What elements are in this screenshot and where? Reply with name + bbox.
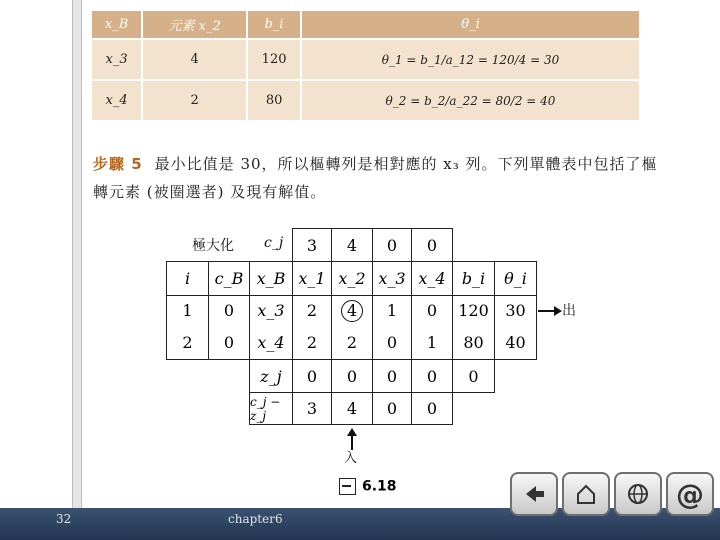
table-cell: 120 xyxy=(452,295,495,325)
globe-icon[interactable] xyxy=(614,472,662,516)
col-header: x_B xyxy=(249,261,293,296)
out-label: 出 xyxy=(562,303,576,319)
chapter-label: chapter6 xyxy=(228,512,283,526)
col-header: x_4 xyxy=(411,261,453,296)
cz-value: 3 xyxy=(292,392,332,425)
zj-value: 0 xyxy=(372,359,412,393)
cj-value: 4 xyxy=(331,228,373,262)
table-cell: 0 xyxy=(208,295,250,325)
col-header: x_2 xyxy=(331,261,373,296)
in-label: 入 xyxy=(344,451,358,466)
table-cell: 0 xyxy=(411,295,453,325)
cz-value: 0 xyxy=(411,392,453,425)
ratio-formula: θ_1 = b_1/a_12 = 120/4 = 30 xyxy=(301,39,640,80)
col-header: c_B xyxy=(208,261,250,296)
table-cell: 2 xyxy=(331,325,373,360)
col-header: x_1 xyxy=(292,261,332,296)
table-cell: 0 xyxy=(372,325,412,360)
step-paragraph xyxy=(93,150,673,206)
header-theta: θ_i xyxy=(301,10,640,39)
table-cell: 40 xyxy=(494,325,537,360)
col-header: i xyxy=(166,261,209,296)
email-icon[interactable]: @ xyxy=(666,472,714,516)
table-row xyxy=(91,39,640,80)
pivot-cell xyxy=(331,295,373,325)
left-margin-bar xyxy=(72,0,82,510)
ratio-table xyxy=(90,9,641,122)
figure-icon xyxy=(339,478,356,495)
zj-value: 0 xyxy=(411,359,453,393)
table-row xyxy=(91,80,640,121)
home-icon[interactable] xyxy=(562,472,610,516)
ratio-cell: x_3 xyxy=(91,39,142,80)
maximize-label: 極大化 xyxy=(192,238,234,254)
header-element: 元素 x_2 xyxy=(142,10,247,39)
ratio-cell: 4 xyxy=(142,39,247,80)
col-header: x_3 xyxy=(372,261,412,296)
figure-caption xyxy=(339,478,397,495)
cz-value: 0 xyxy=(372,392,412,425)
table-cell: 1 xyxy=(166,295,209,325)
ratio-formula: θ_2 = b_2/a_22 = 80/2 = 40 xyxy=(301,80,640,121)
cj-value: 0 xyxy=(372,228,412,262)
ratio-cell: x_4 xyxy=(91,80,142,121)
table-cell: x_4 xyxy=(249,325,293,360)
col-header: θ_i xyxy=(494,261,537,296)
col-header: b_i xyxy=(452,261,495,296)
table-cell: 1 xyxy=(411,325,453,360)
zj-value: 0 xyxy=(292,359,332,393)
figure-number: 6.18 xyxy=(362,478,397,495)
step-label: 步驟 5 xyxy=(93,155,143,173)
table-cell: 2 xyxy=(292,325,332,360)
nav-icons xyxy=(510,476,714,516)
zj-value: 0 xyxy=(452,359,495,393)
table-cell: x_3 xyxy=(249,295,293,325)
header-xb: x_B xyxy=(91,10,142,39)
back-icon[interactable] xyxy=(510,472,558,516)
ratio-cell: 80 xyxy=(247,80,301,121)
zj-value: 0 xyxy=(331,359,373,393)
slide-number: 32 xyxy=(56,512,72,526)
table-cell: 1 xyxy=(372,295,412,325)
pivot-element: 4 xyxy=(341,300,363,322)
ratio-cell: 120 xyxy=(247,39,301,80)
ratio-cell: 2 xyxy=(142,80,247,121)
cz-value: 4 xyxy=(331,392,373,425)
step-text: 最小比值是 30，所以樞轉列是相對應的 x₃ 列。下列單體表中包括了樞轉元素 (被圈選者) 及現有解值。 xyxy=(93,155,658,201)
cj-label: c_j xyxy=(264,235,284,251)
cz-label: c_j − z_j xyxy=(249,392,293,425)
cj-value: 0 xyxy=(411,228,453,262)
table-cell: 80 xyxy=(452,325,495,360)
ratio-header-row xyxy=(91,10,640,39)
cj-value: 3 xyxy=(292,228,332,262)
leaving-arrow-icon xyxy=(538,310,560,312)
table-cell: 2 xyxy=(292,295,332,325)
table-cell: 0 xyxy=(208,325,250,360)
table-cell: 2 xyxy=(166,325,209,360)
zj-label: z_j xyxy=(249,359,293,393)
table-cell: 30 xyxy=(494,295,537,325)
header-bi: b_i xyxy=(247,10,301,39)
